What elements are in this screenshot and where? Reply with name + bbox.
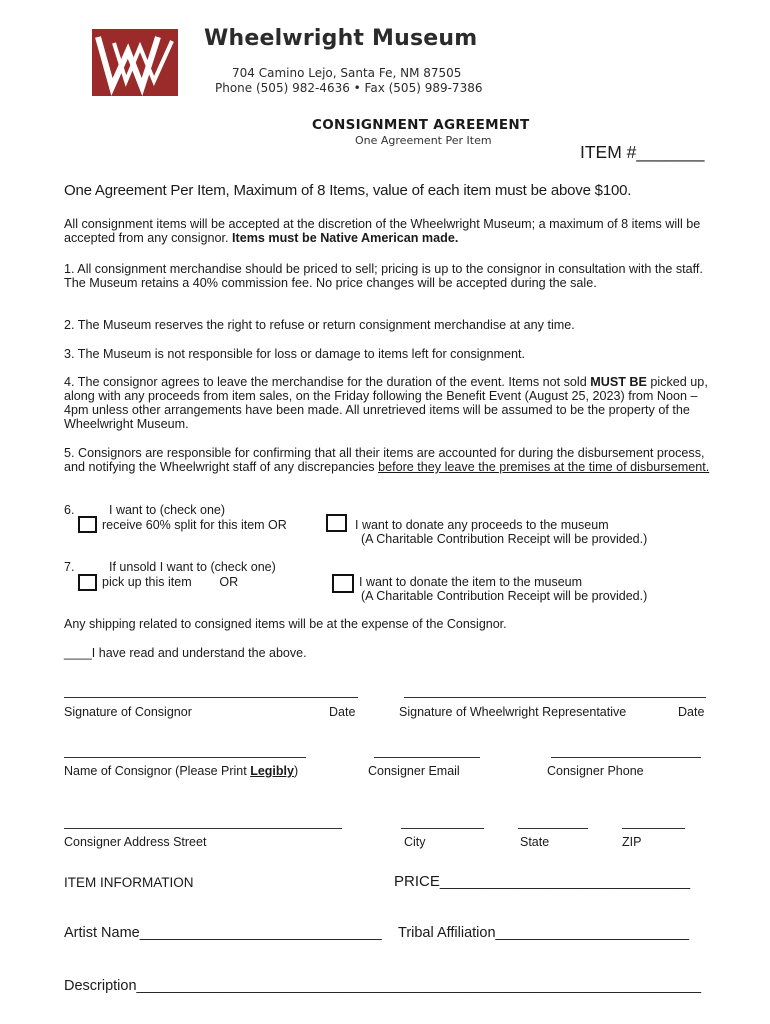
option-6-choice-2-note: (A Charitable Contribution Receipt will be provided.): [361, 532, 648, 546]
price-field[interactable]: PRICE______________________________: [394, 873, 691, 890]
consignor-email-label: Consigner Email: [368, 764, 460, 778]
item-number-field[interactable]: ITEM #_______: [580, 142, 705, 162]
term-4-text-cont: picked up, along with any proceeds from item sales, on the Friday following the Benefit Event (August 25, 2023) from Noon – 4pm unless other arrangements have been made. All unretrieved items will be assumed to be the property of the Wheelwright Museum.: [64, 375, 708, 431]
option-7-label: If unsold I want to (check one): [109, 560, 276, 574]
checkbox-donate-proceeds[interactable]: [326, 514, 347, 532]
consignor-phone-label: Consigner Phone: [547, 764, 644, 778]
org-name: Wheelwright Museum: [204, 26, 478, 51]
signature-consignor-label: Signature of Consignor: [64, 705, 192, 719]
checkbox-receive-split[interactable]: [78, 516, 97, 533]
museum-logo: [92, 29, 178, 96]
org-address: 704 Camino Lejo, Santa Fe, NM 87505: [232, 66, 462, 80]
term-5-underlined: before they leave the premises at the time of disbursement.: [378, 460, 710, 474]
name-label-suffix: ): [293, 764, 299, 778]
option-7-choice-1: pick up this item OR: [102, 575, 239, 589]
address-street-label: Consigner Address Street: [64, 835, 207, 849]
option-6-choice-2: I want to donate any proceeds to the museum: [355, 518, 609, 532]
intro-bold: Items must be Native American made.: [232, 231, 459, 245]
term-5-text: 5. Consignors are responsible for confirming that all their items are accounted for during the disbursement process, and notifying the Wheelwright staff of any discrepancies: [64, 446, 705, 474]
signature-rep-line[interactable]: [404, 697, 706, 698]
zip-label: ZIP: [622, 835, 642, 849]
state-line[interactable]: [518, 828, 588, 829]
address-street-line[interactable]: [64, 828, 342, 829]
consignor-phone-line[interactable]: [551, 757, 701, 758]
document-title: CONSIGNMENT AGREEMENT: [312, 117, 530, 133]
zip-line[interactable]: [622, 828, 685, 829]
name-label-bold: Legibly: [250, 764, 294, 778]
term-2: 2. The Museum reserves the right to refuse or return consignment merchandise at any time.: [64, 318, 575, 332]
name-label-text: Name of Consignor (Please Print: [64, 764, 251, 778]
headline: One Agreement Per Item, Maximum of 8 Items, value of each item must be above $100.: [64, 182, 632, 199]
consignor-name-label: [64, 764, 298, 778]
checkbox-pick-up[interactable]: [78, 574, 97, 591]
term-4: [64, 375, 714, 431]
consignor-email-line[interactable]: [374, 757, 480, 758]
date-label-2: Date: [678, 705, 705, 719]
signature-rep-label: Signature of Wheelwright Representative: [399, 705, 627, 719]
intro-text: All consignment items will be accepted at the discretion of the Wheelwright Museum; a maximum of 8 items will be accepted from any consignor.: [64, 217, 701, 245]
consignor-name-line[interactable]: [64, 757, 306, 758]
signature-consignor-line[interactable]: [64, 697, 358, 698]
acknowledge-line[interactable]: ____I have read and understand the above.: [64, 646, 307, 660]
state-label: State: [520, 835, 550, 849]
org-phone-fax: Phone (505) 982-4636 • Fax (505) 989-7386: [215, 81, 483, 95]
description-field[interactable]: Description______________________________________________________________________: [64, 978, 702, 994]
term-4-bold: MUST BE: [590, 375, 647, 389]
artist-name-field[interactable]: Artist Name______________________________: [64, 925, 382, 941]
option-6-number: 6.: [64, 503, 75, 517]
term-3: 3. The Museum is not responsible for loss or damage to items left for consignment.: [64, 347, 526, 361]
option-6-label: I want to (check one): [109, 503, 226, 517]
option-6-choice-1: receive 60% split for this item OR: [102, 518, 287, 532]
term-1: 1. All consignment merchandise should be priced to sell; pricing is up to the consignor in consultation with the staff. The Museum retains a 40% commission fee. No price changes will be accepted during the sale.: [64, 262, 703, 290]
document-subtitle: One Agreement Per Item: [355, 134, 492, 147]
checkbox-donate-item[interactable]: [332, 574, 354, 593]
city-line[interactable]: [401, 828, 484, 829]
city-label: City: [404, 835, 426, 849]
tribal-affiliation-field[interactable]: Tribal Affiliation________________________: [398, 925, 690, 941]
option-7-number: 7.: [64, 560, 75, 574]
intro-paragraph: [64, 217, 714, 245]
shipping-note: Any shipping related to consigned items will be at the expense of the Consignor.: [64, 617, 507, 631]
item-info-heading: ITEM INFORMATION: [64, 875, 194, 890]
date-label-1: Date: [329, 705, 356, 719]
option-7-choice-2-note: (A Charitable Contribution Receipt will be provided.): [361, 589, 648, 603]
option-7-choice-2: I want to donate the item to the museum: [359, 575, 583, 589]
term-4-text: 4. The consignor agrees to leave the merchandise for the duration of the event. Items not sold: [64, 375, 591, 389]
term-5: [64, 446, 714, 474]
